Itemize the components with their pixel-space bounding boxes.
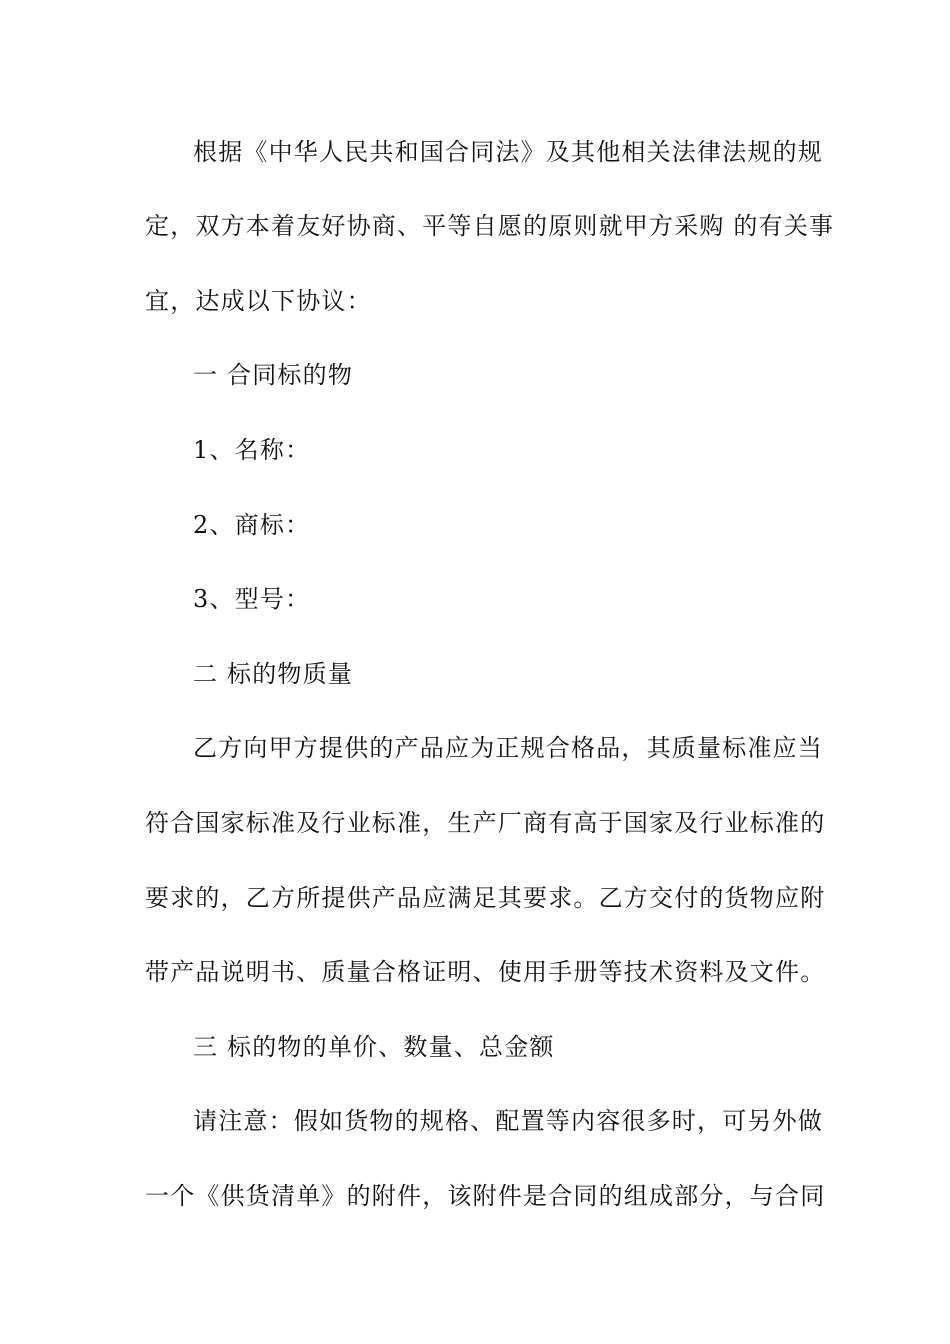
paragraph-intro-line-1: 根据《中华人民共和国合同法》及其他相关法律法规的规 bbox=[193, 138, 823, 166]
section-heading-quality: 二 标的物质量 bbox=[193, 660, 354, 688]
paragraph-quality-line-4: 带产品说明书、质量合格证明、使用手册等技术资料及文件。 bbox=[145, 958, 826, 986]
item-model: 3、型号： bbox=[193, 585, 311, 613]
section-heading-subject: 一 合同标的物 bbox=[193, 361, 354, 389]
item-name: 1、名称： bbox=[193, 436, 311, 464]
paragraph-intro-line-3: 宜，达成以下协议： bbox=[145, 287, 372, 315]
item-trademark: 2、商标： bbox=[193, 511, 311, 539]
paragraph-quality-line-3: 要求的，乙方所提供产品应满足其要求。乙方交付的货物应附 bbox=[145, 884, 826, 912]
section-heading-price: 三 标的物的单价、数量、总金额 bbox=[193, 1033, 555, 1061]
paragraph-note-line-2: 一个《供货清单》的附件，该附件是合同的组成部分，与合同 bbox=[145, 1182, 826, 1210]
paragraph-intro-line-2: 定，双方本着友好协商、平等自愿的原则就甲方采购 的有关事 bbox=[145, 212, 835, 240]
paragraph-quality-line-2: 符合国家标准及行业标准，生产厂商有高于国家及行业标准的 bbox=[145, 809, 826, 837]
paragraph-quality-line-1: 乙方向甲方提供的产品应为正规合格品，其质量标准应当 bbox=[193, 734, 823, 762]
paragraph-note-line-1: 请注意：假如货物的规格、配置等内容很多时，可另外做 bbox=[193, 1107, 823, 1135]
